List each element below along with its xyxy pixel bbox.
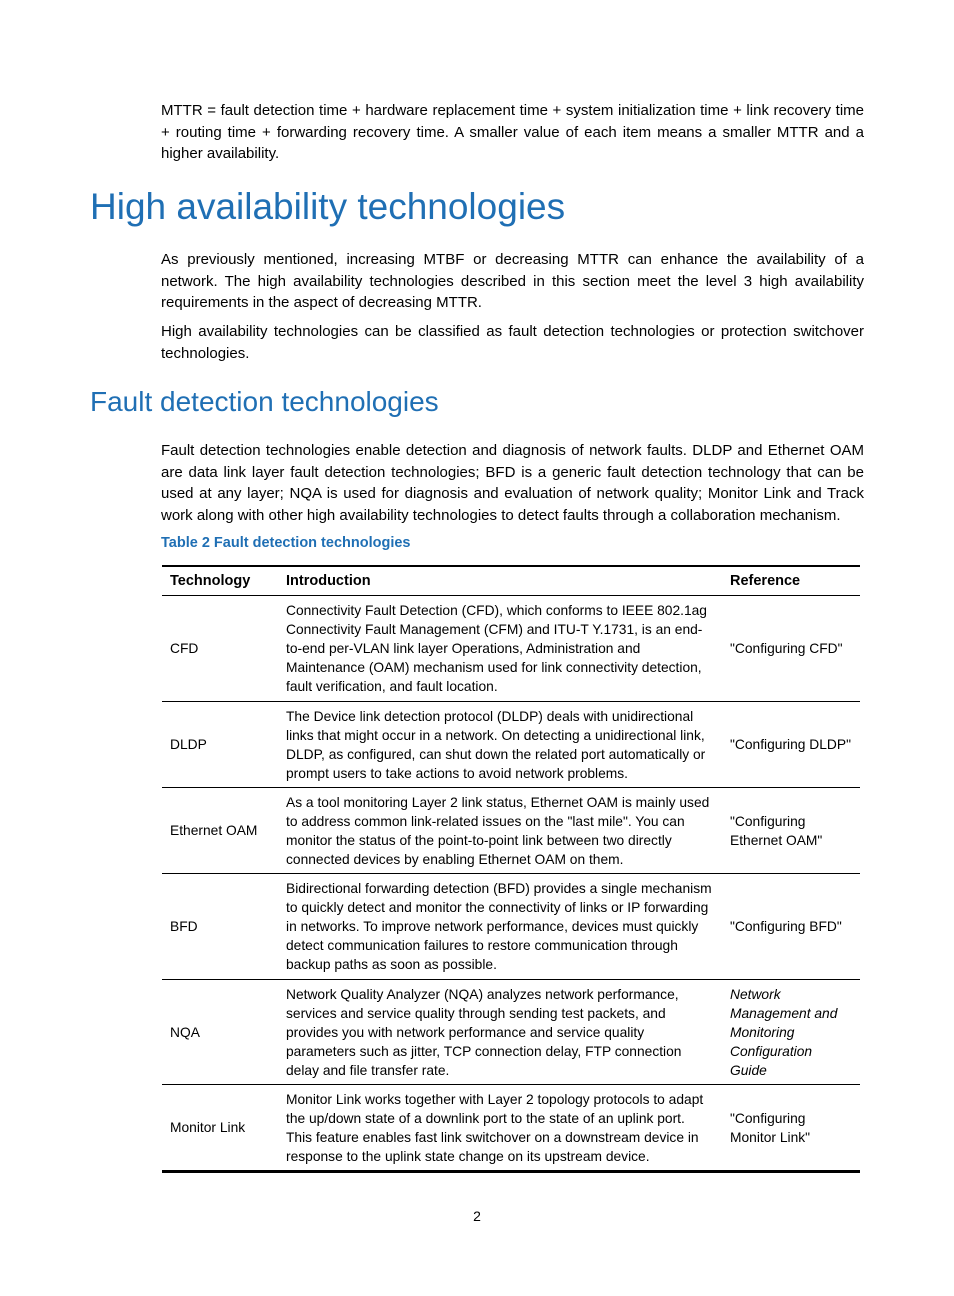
cell-introduction: Network Quality Analyzer (NQA) analyzes network performance, services and service quality through sending test packets, and provides you with network performance and service quality parameters such as jitter, TCP connection delay, FTP connection delay and file transfer rate. xyxy=(278,980,722,1085)
section-paragraph-1: As previously mentioned, increasing MTBF or decreasing MTTR can enhance the availability of a network. The high availability technologies described in this section meet the level 3 high availability requirements in the aspect of decreasing MTTR. xyxy=(161,251,864,311)
table-row xyxy=(162,874,860,980)
cell-technology: Monitor Link xyxy=(162,1085,278,1172)
cell-technology: NQA xyxy=(162,980,278,1085)
table-row xyxy=(162,596,860,702)
cell-technology: BFD xyxy=(162,874,278,980)
cell-reference: "Configuring Ethernet OAM" xyxy=(722,788,860,874)
table-row xyxy=(162,702,860,788)
cell-technology: CFD xyxy=(162,596,278,702)
cell-introduction: The Device link detection protocol (DLDP) deals with unidirectional links that might occur in a network. On detecting a unidirectional link, DLDP, as configured, can shut down the related port automatically or prompt users to take actions to avoid network problems. xyxy=(278,702,722,788)
cell-technology: DLDP xyxy=(162,702,278,788)
table-row xyxy=(162,1085,860,1172)
cell-introduction: Bidirectional forwarding detection (BFD) provides a single mechanism to quickly detect and monitor the connectivity of links or IP forwarding in networks. To improve network performance, devices must quickly detect communication failures to restore communication through backup paths as soon as possible. xyxy=(278,874,722,980)
table-caption: Table 2 Fault detection technologies xyxy=(161,535,411,551)
table-row xyxy=(162,980,860,1085)
section-title: High availability technologies xyxy=(90,186,566,227)
cell-reference: "Configuring CFD" xyxy=(722,596,860,702)
header-technology: Technology xyxy=(162,566,278,596)
cell-reference: "Configuring DLDP" xyxy=(722,702,860,788)
cell-reference: Network Management and Monitoring Configuration Guide xyxy=(722,980,860,1085)
fault-detection-table xyxy=(162,565,860,1173)
cell-introduction: Monitor Link works together with Layer 2 topology protocols to adapt the up/down state of a downlink port to the state of an uplink port. This feature enables fast link switchover on a downstream device in response to the uplink state change on its upstream device. xyxy=(278,1085,722,1172)
cell-reference: "Configuring Monitor Link" xyxy=(722,1085,860,1172)
page-number: 2 xyxy=(473,1208,481,1224)
table-header-row xyxy=(162,566,860,596)
subsection-title: Fault detection technologies xyxy=(90,386,439,417)
subsection-paragraph: Fault detection technologies enable detection and diagnosis of network faults. DLDP and Ethernet OAM are data link layer fault detection technologies; BFD is a generic fault detection technology that can be used at any layer; NQA is used for diagnosis and evaluation of network quality; Monitor Link and Track work along with other high availability technologies to detect faults through a collaboration mechanism. xyxy=(161,442,864,524)
cell-introduction: Connectivity Fault Detection (CFD), which conforms to IEEE 802.1ag Connectivity Fault Management (CFM) and ITU-T Y.1731, is an end-to-end per-VLAN link layer Operations, Administration and Maintenance (OAM) mechanism used for link connectivity detection, fault verification, and fault location. xyxy=(278,596,722,702)
table-row xyxy=(162,788,860,874)
intro-paragraph: MTTR = fault detection time + hardware replacement time + system initialization time + link recovery time + routing time + forwarding recovery time. A smaller value of each item means a smaller MTTR and a higher availability. xyxy=(161,102,864,162)
cell-technology: Ethernet OAM xyxy=(162,788,278,874)
header-introduction: Introduction xyxy=(278,566,722,596)
cell-introduction: As a tool monitoring Layer 2 link status, Ethernet OAM is mainly used to address common link-related issues on the "last mile". You can monitor the status of the point-to-point link between two directly connected devices by enabling Ethernet OAM on them. xyxy=(278,788,722,874)
section-paragraph-2: High availability technologies can be classified as fault detection technologies or protection switchover technologies. xyxy=(161,323,864,362)
cell-reference: "Configuring BFD" xyxy=(722,874,860,980)
header-reference: Reference xyxy=(722,566,860,596)
